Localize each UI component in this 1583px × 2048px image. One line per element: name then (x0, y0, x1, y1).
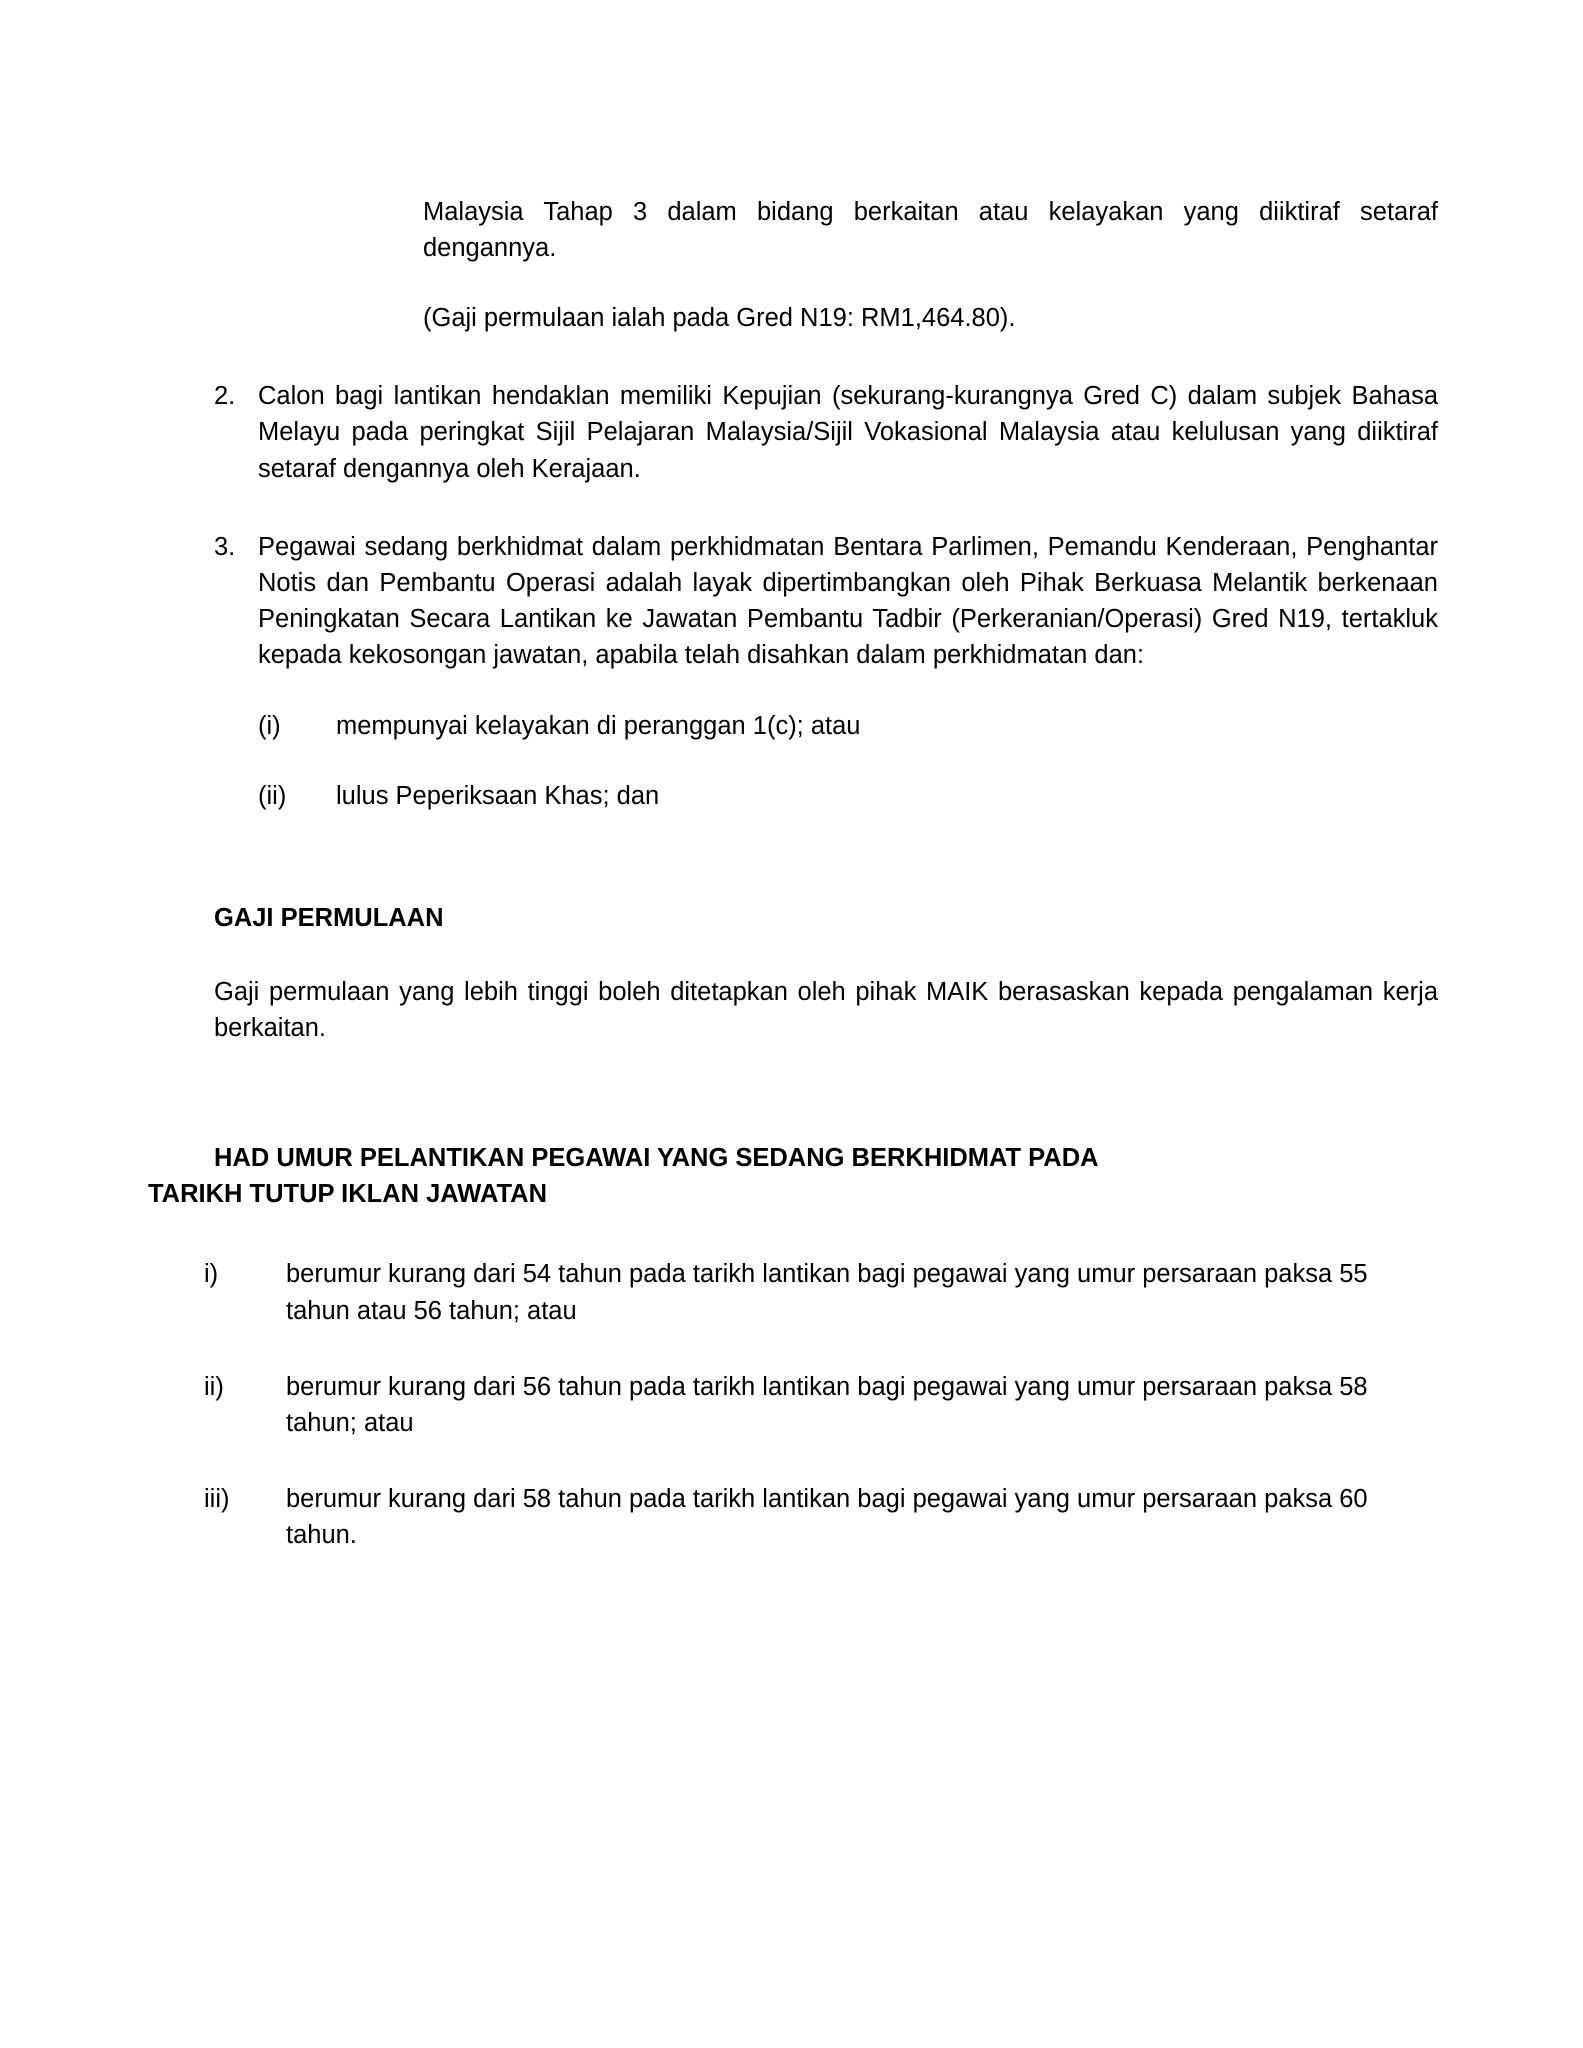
document-body (148, 194, 1438, 1554)
list-item-marker: iii) (204, 1485, 230, 1514)
sub-item-text: lulus Peperiksaan Khas; dan (336, 781, 660, 810)
list-item (148, 1256, 1438, 1328)
heading-line-1 (148, 1140, 1438, 1176)
numbered-item (148, 378, 1438, 487)
sub-item-marker: (i) (258, 711, 281, 740)
item-text: Pegawai sedang berkhidmat dalam perkhidmatan Bentara Parlimen, Pemandu Kenderaan, Penghantar Notis dan Pembantu Operasi adalah layak dipertimbangkan oleh Pihak Berkuasa Melantik berkenaan Peningkatan Secara Lantikan ke Jawatan Pembantu Tadbir (Perkeranian/Operasi) Gred N19, tertakluk kepada kekosongan jawatan, apabila telah disahkan dalam perkhidmatan dan: (258, 532, 1438, 670)
heading-line-2: TARIKH TUTUP IKLAN JAWATAN (148, 1180, 548, 1209)
list-item-text: berumur kurang dari 54 tahun pada tarikh lantikan bagi pegawai yang umur persaraan paksa 55 tahun atau 56 tahun; atau (286, 1260, 1368, 1325)
salary-paragraph: Gaji permulaan yang lebih tinggi boleh ditetapkan oleh pihak MAIK berasaskan kepada pengalaman kerja berkaitan. (214, 978, 1438, 1043)
sub-item (258, 708, 1438, 744)
sub-item (258, 778, 1438, 814)
list-item (148, 1481, 1438, 1553)
list-item-text: berumur kurang dari 56 tahun pada tarikh lantikan bagi pegawai yang umur persaraan paksa 58 tahun; atau (286, 1372, 1368, 1438)
section-spacer (148, 1072, 1438, 1130)
list-item-marker: i) (204, 1260, 219, 1289)
age-limit-list (148, 1256, 1438, 1553)
item-number: 2. (214, 382, 236, 411)
heading-line-1-text: HAD UMUR PELANTIKAN PEGAWAI YANG SEDANG BERKHIDMAT PADA (214, 1144, 1099, 1173)
section-spacer (148, 814, 1438, 900)
sub-item-text: mempunyai kelayakan di peranggan 1(c); atau (336, 711, 861, 740)
list-item-text: berumur kurang dari 58 tahun pada tarikh lantikan bagi pegawai yang umur persaraan paksa 60 tahun. (286, 1485, 1368, 1550)
starting-salary-note: (Gaji permulaan ialah pada Gred N19: RM1,464.80). (423, 303, 1016, 332)
numbered-item (148, 529, 1438, 674)
continuation-paragraph: Malaysia Tahap 3 dalam bidang berkaitan atau kelayakan yang diiktiraf setaraf dengannya. (423, 197, 1438, 262)
sub-item-marker: (ii) (258, 781, 287, 810)
item-number: 3. (214, 532, 236, 561)
list-item-marker: ii) (204, 1372, 224, 1401)
list-item (148, 1369, 1438, 1441)
item-text: Calon bagi lantikan hendaklan memiliki Kepujian (sekurang-kurangnya Gred C) dalam subjek Bahasa Melayu pada peringkat Sijil Pelajaran Malaysia/Sijil Vokasional Malaysia atau kelulusan yang diiktiraf setaraf dengannya oleh Kerajaan. (258, 382, 1438, 483)
section-heading-had-umur (148, 1140, 1438, 1212)
section-heading-gaji-permulaan: GAJI PERMULAAN (214, 903, 444, 932)
